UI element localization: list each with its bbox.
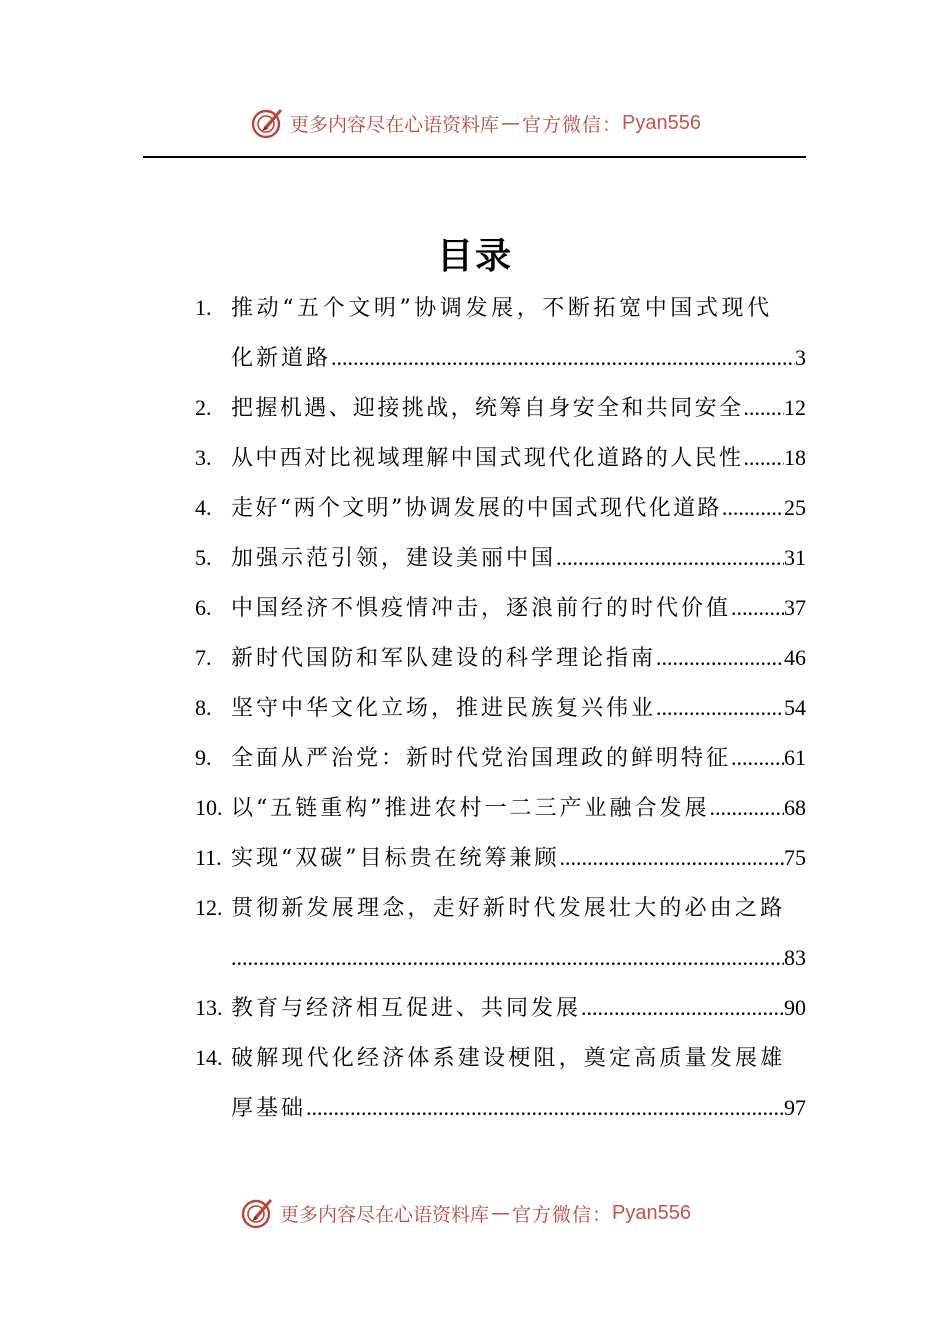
- toc-leader-dots: [710, 790, 785, 826]
- toc-item-12-continued[interactable]: [231, 940, 806, 976]
- toc-number: 5.: [195, 545, 212, 570]
- toc-page-number: 75: [784, 845, 806, 870]
- toc-leader-dots: [581, 990, 784, 1026]
- toc-title: 实现“双碳”目标贵在统筹兼顾: [231, 846, 560, 871]
- toc-number: 11.: [195, 845, 222, 870]
- toc-title: 把握机遇、迎接挑战，统筹自身安全和共同安全: [231, 396, 744, 421]
- toc-number: 2.: [195, 395, 212, 420]
- toc-title-line: 化新道路: [231, 346, 332, 371]
- toc-title: 以“五链重构”推进农村一二三产业融合发展: [231, 796, 710, 821]
- toc-number: 7.: [195, 645, 212, 670]
- toc-leader-dots: [331, 340, 795, 376]
- wechat-id: Pyan556: [612, 1201, 691, 1224]
- toc-page-number: 18: [784, 445, 806, 470]
- toc-leader-dots: [656, 690, 784, 726]
- toc-item-9[interactable]: [195, 740, 806, 776]
- toc-title: 从中西对比视域理解中国式现代化道路的人民性: [231, 446, 744, 471]
- toc-title: 教育与经济相互促进、共同发展: [231, 996, 582, 1021]
- quill-logo-icon: [250, 105, 286, 141]
- toc-item-6[interactable]: [195, 590, 806, 626]
- toc-page-number: 97: [784, 1095, 806, 1120]
- toc-title: 新时代国防和军队建设的科学理论指南: [231, 646, 657, 671]
- toc-item-1-continued[interactable]: [231, 340, 806, 376]
- toc-page-number: 12: [784, 395, 806, 420]
- toc-item-1[interactable]: [195, 290, 806, 326]
- toc-title-line: 推动“五个文明”协调发展，不断拓宽中国式现代: [231, 296, 773, 321]
- brand-text: 更多内容尽在心语资料库: [280, 1203, 490, 1226]
- toc-item-12[interactable]: [195, 890, 806, 926]
- toc-leader-dots: [656, 640, 784, 676]
- toc-leader-dots: [743, 440, 784, 476]
- wechat-id: Pyan556: [622, 111, 701, 134]
- page-title: 目录: [436, 235, 513, 277]
- toc-item-11[interactable]: [195, 840, 806, 876]
- toc-number: 10.: [195, 795, 223, 820]
- toc-number: 1.: [195, 295, 212, 320]
- toc-item-13[interactable]: [195, 990, 806, 1026]
- toc-page-number: 46: [784, 645, 806, 670]
- wechat-label: 官方微信：: [512, 1203, 613, 1226]
- toc-number: 6.: [195, 595, 212, 620]
- toc-item-2[interactable]: [195, 390, 806, 426]
- toc-page-number: 3: [795, 345, 806, 370]
- toc-page-number: 37: [784, 595, 806, 620]
- toc-leader-dots: [556, 540, 784, 576]
- brand-text: 更多内容尽在心语资料库: [290, 113, 500, 136]
- toc-leader-dots: [731, 740, 784, 776]
- toc-page-number: 31: [784, 545, 806, 570]
- toc-leader-dots: [722, 490, 784, 526]
- toc-number: 12.: [195, 895, 223, 920]
- toc-number: 8.: [195, 695, 212, 720]
- toc-number: 4.: [195, 495, 212, 520]
- toc-title: 全面从严治党：新时代党治国理政的鲜明特征: [231, 746, 732, 771]
- toc-title: 加强示范引领，建设美丽中国: [231, 546, 557, 571]
- toc-item-10[interactable]: [195, 790, 806, 826]
- header-watermark: [250, 103, 701, 143]
- toc-page-number: 83: [784, 945, 806, 970]
- toc-title-line: 破解现代化经济体系建设梗阻，奠定高质量发展雄: [231, 1046, 786, 1071]
- toc-item-14-continued[interactable]: [231, 1090, 806, 1126]
- toc-item-7[interactable]: [195, 640, 806, 676]
- toc-item-14[interactable]: [195, 1040, 806, 1076]
- toc-page-number: 90: [784, 995, 806, 1020]
- toc-number: 13.: [195, 995, 223, 1020]
- toc-leader-dots: [231, 940, 784, 976]
- toc-page-number: 54: [784, 695, 806, 720]
- toc-leader-dots: [306, 1090, 784, 1126]
- brand-dash: —: [491, 1202, 511, 1224]
- toc-number: 14.: [195, 1045, 223, 1070]
- footer-watermark: [240, 1193, 691, 1233]
- toc-page-number: 25: [784, 495, 806, 520]
- header-rule: [143, 156, 806, 158]
- toc-leader-dots: [560, 840, 785, 876]
- toc-title: 坚守中华文化立场，推进民族复兴伟业: [231, 696, 657, 721]
- brand-dash: —: [501, 112, 521, 134]
- toc-item-4[interactable]: [195, 490, 806, 526]
- toc-leader-dots: [731, 590, 784, 626]
- toc-title-line: 贯彻新发展理念，走好新时代发展壮大的必由之路: [231, 896, 786, 921]
- toc-title-line: 厚基础: [231, 1096, 307, 1121]
- toc-item-8[interactable]: [195, 690, 806, 726]
- toc-title: 中国经济不惧疫情冲击，逐浪前行的时代价值: [231, 596, 732, 621]
- toc-leader-dots: [743, 390, 784, 426]
- toc-page-number: 61: [784, 745, 806, 770]
- toc-number: 3.: [195, 445, 212, 470]
- wechat-label: 官方微信：: [522, 113, 623, 136]
- toc-number: 9.: [195, 745, 212, 770]
- toc-page-number: 68: [784, 795, 806, 820]
- quill-logo-icon: [240, 1195, 276, 1231]
- toc-item-3[interactable]: [195, 440, 806, 476]
- toc-item-5[interactable]: [195, 540, 806, 576]
- toc-title: 走好“两个文明”协调发展的中国式现代化道路: [231, 496, 722, 521]
